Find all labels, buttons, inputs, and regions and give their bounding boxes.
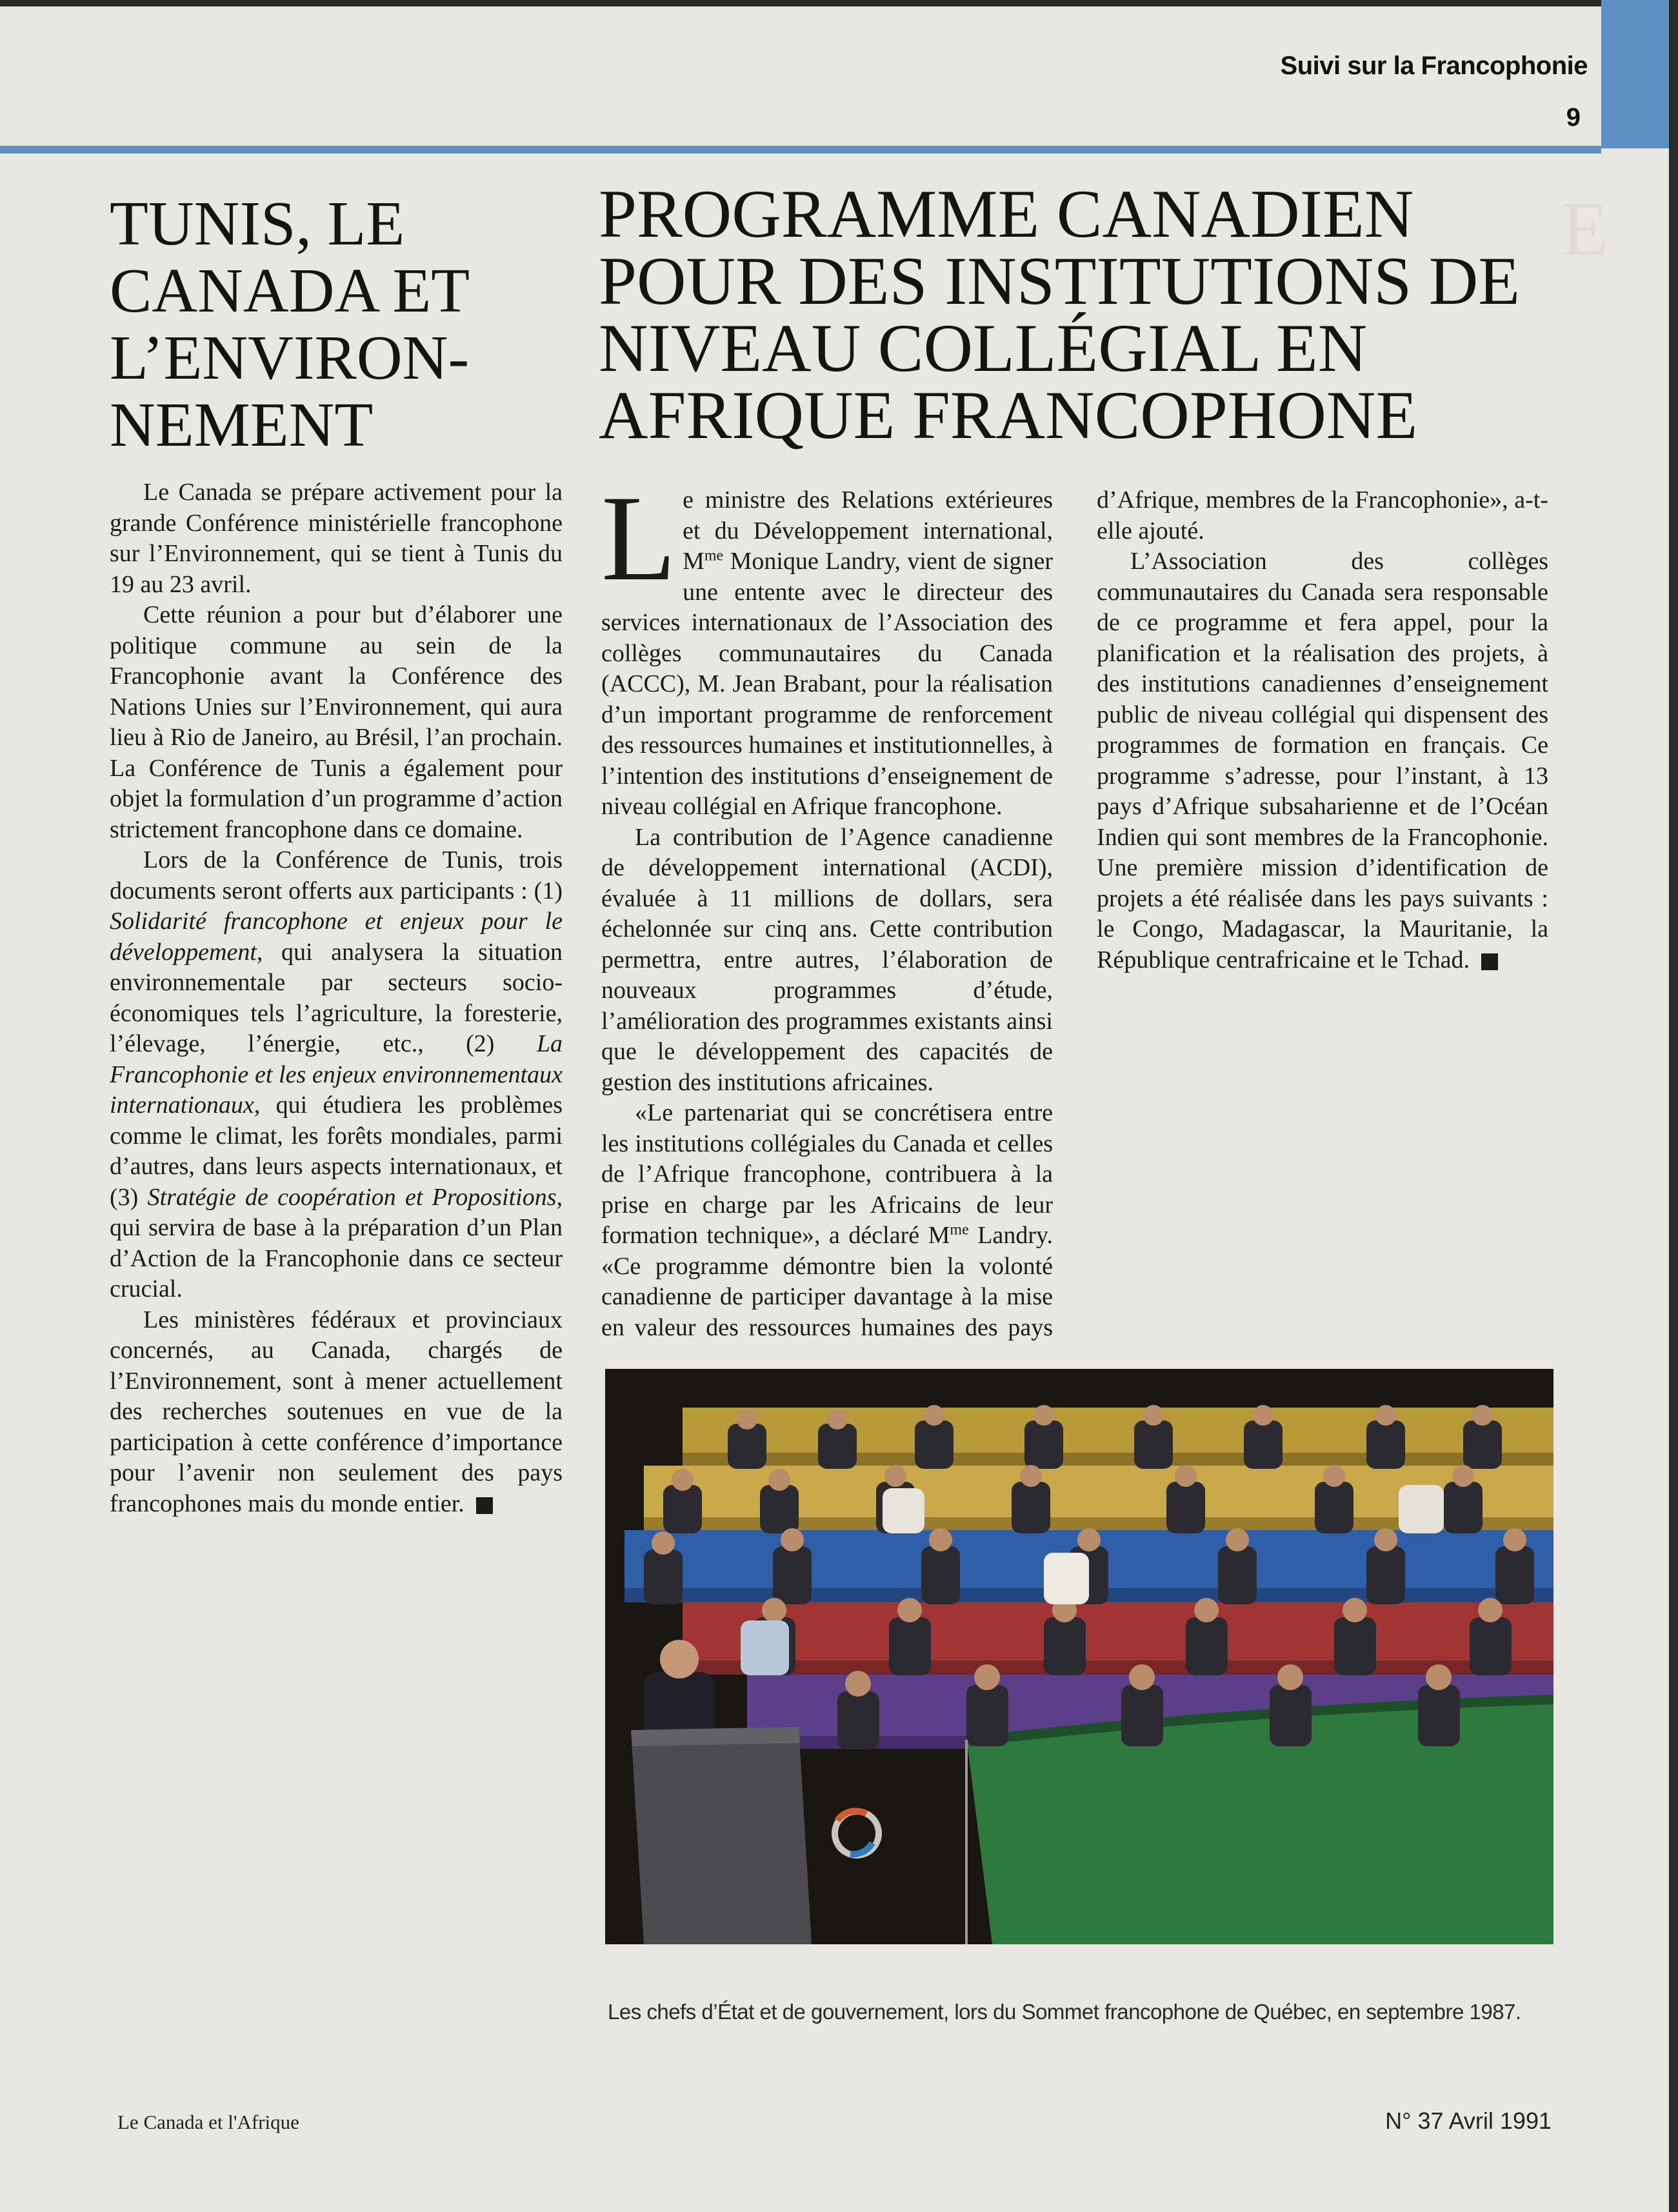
summit-photo	[605, 1369, 1553, 1944]
left-p4-text: Les ministères fédéraux et provinciaux concernés, au Canada, chargés de l’Environnement, sont à mener actuellement des recherches soutenues en vue de la participation à cette conférence d’importance pour l’avenir non seulement des pays francophones mais du monde entier.	[110, 1306, 563, 1517]
right-p1-text-a: e ministre des Relations extérieures et du Développement international, M	[683, 486, 1053, 575]
document-title-1: Solidarité francophone et enjeux pour le développement	[110, 908, 563, 966]
left-article-title: TUNIS, LE CANADA ET L’ENVIRON-NEMENT	[110, 189, 470, 460]
page-right-edge	[1669, 0, 1678, 2212]
left-p3-text-2: , qui analysera la situation environnementale par secteurs socio-économiques tels l’agriculture, la foresterie, l’élevage, l’énergie, etc., (2)	[110, 938, 563, 1057]
footer-issue: N° 37 Avril 1991	[1385, 2107, 1552, 2134]
end-of-article-mark	[1481, 953, 1498, 970]
section-title: Suivi sur la Francophonie	[1280, 52, 1588, 80]
left-paragraph-1: Le Canada se prépare activement pour la grande Conférence ministérielle francophone sur l’Environnement, qui se tient à Tunis du 19 au 23 avril.	[110, 479, 563, 598]
show-through-ghost: E	[1561, 186, 1609, 272]
right-p1-text-b: Monique Landry, vient de signer une entente avec le directeur des services internationaux de l’Association des collèges communautaires du Canada (ACCC), M. Jean Brabant, pour la réalisation d’un important programme de renforcement des ressources humaines et institutionnelles, à l’intention des institutions d’enseignement de niveau collégial en Afrique francophone.	[601, 548, 1053, 820]
left-paragraph-3	[110, 845, 563, 1305]
header-color-tab	[1601, 0, 1669, 148]
right-article-body-col1	[601, 471, 1548, 1346]
right-paragraph-4	[1097, 546, 1548, 975]
end-of-article-mark	[476, 1497, 493, 1514]
left-p3-text-1: Lors de la Conférence de Tunis, trois documents seront offerts aux participants : (1)	[110, 846, 563, 904]
left-p3-text-4: , qui servira de base à la préparation d’un Plan d’Action de la Francophonie dans ce secteur crucial.	[110, 1183, 563, 1302]
left-p3-text-3: , qui étudiera les problèmes comme le climat, les forêts mondiales, parmi d’autres, dans leurs aspects internationaux, et (3)	[110, 1091, 563, 1211]
document-title-3: Stratégie de coopération et Propositions	[147, 1183, 557, 1211]
left-paragraph-2: Cette réunion a pour but d’élaborer une politique commune au sein de la Francophonie avant la Conférence des Nations Unies sur l’Environnement, qui aura lieu à Rio de Janeiro, au Brésil, l’an prochain. La Conférence de Tunis a également pour objet la formulation d’un programme d’action strictement francophone dans ce domaine.	[110, 601, 563, 843]
right-article-title: PROGRAMME CANADIEN POUR DES INSTITUTIONS DE NIVEAU COLLÉGIAL EN AFRIQUE FRANCOPHONE	[599, 176, 1521, 453]
right-p3-text-b: Landry. «Ce programme démontre bien la volonté canadienne de participer davantage à la mise en valeur des ressources humaines des pays d’Afrique, membres de la Francophonie», a-t-elle ajouté.	[601, 486, 1548, 1341]
header-rule	[0, 146, 1601, 154]
right-paragraph-1	[601, 471, 1053, 822]
left-paragraph-4	[110, 1305, 563, 1520]
photo-caption: Les chefs d’État et de gouvernement, lors du Sommet francophone de Québec, en septembre 1987.	[608, 2000, 1521, 2024]
right-p3-text-a: «Le partenariat qui se concrétisera entre les institutions collégiales du Canada et celles de l’Afrique francophone, contribuera à la prise en charge par les Africains de leur formation technique», a déclaré M	[601, 1099, 1053, 1249]
right-p1-sup: me	[704, 547, 724, 564]
footer-publication: Le Canada et l'Afrique	[117, 2111, 299, 2133]
page-number: 9	[1566, 103, 1581, 132]
right-p3-sup: me	[950, 1221, 969, 1239]
left-article-body	[110, 477, 563, 1519]
drop-cap: L	[601, 471, 677, 606]
page-top-edge	[0, 0, 1678, 6]
right-paragraph-2: La contribution de l’Agence canadienne de développement international (ACDI), évaluée à 11 millions de dollars, sera échelonnée sur cinq ans. Cette contribution permettra, entre autres, l’élaboration de nouveaux programmes d’étude, l’amélioration des programmes existants ainsi que le développement des capacités de gestion des institutions africaines.	[601, 823, 1053, 1096]
summit-photo-illustration	[605, 1369, 1553, 1944]
document-title-2: La Francophonie et les enjeux environnementaux internationaux	[110, 1030, 563, 1119]
right-p4-text: L’Association des collèges communautaires du Canada sera responsable de ce programme et fera appel, pour la planification et la réalisation des projets, à des institutions canadiennes d’enseignement public de niveau collégial qui dispensent des programmes de formation en français. Ce programme s’adresse, pour l’instant, à 13 pays d’Afrique subsaharienne et de l’Océan Indien qui sont membres de la Francophonie. Une première mission d’identification de projets a été réalisée dans les pays suivants : le Congo, Madagascar, la Mauritanie, la République centrafricaine et le Tchad.	[1097, 548, 1548, 973]
